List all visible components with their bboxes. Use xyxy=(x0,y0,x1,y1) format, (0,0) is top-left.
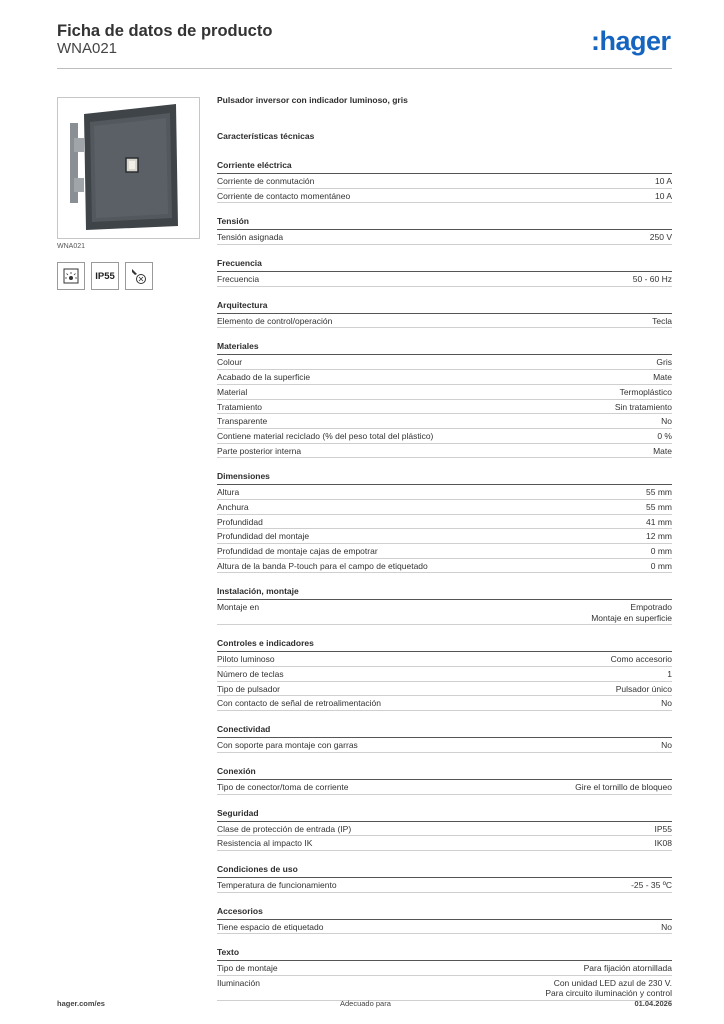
spec-value xyxy=(545,978,672,999)
spec-section xyxy=(217,160,672,203)
spec-value-line: Montaje en superficie xyxy=(591,612,672,623)
spec-row xyxy=(217,500,672,515)
spec-value xyxy=(620,387,672,398)
section-title: Tensión xyxy=(217,216,672,230)
spec-row xyxy=(217,515,672,530)
spec-value xyxy=(652,316,672,327)
spec-label: Tiene espacio de etiquetado xyxy=(217,921,324,932)
spec-value-line: Pulsador único xyxy=(615,683,672,694)
spec-value-line: 0 mm xyxy=(650,560,672,571)
spec-label: Corriente de contacto momentáneo xyxy=(217,190,351,201)
spec-value-line: No xyxy=(661,698,672,709)
spec-value xyxy=(646,517,672,528)
section-title: Accesorios xyxy=(217,906,672,920)
spec-row xyxy=(217,961,672,976)
spec-value xyxy=(653,446,672,457)
spec-section xyxy=(217,341,672,458)
section-title: Instalación, montaje xyxy=(217,586,672,600)
spec-section xyxy=(217,906,672,935)
section-title: Arquitectura xyxy=(217,300,672,314)
spec-value-line: Sin tratamiento xyxy=(614,401,672,412)
section-title: Dimensiones xyxy=(217,471,672,485)
spec-value xyxy=(655,824,673,835)
spec-row xyxy=(217,370,672,385)
spec-section xyxy=(217,766,672,795)
spec-label: Parte posterior interna xyxy=(217,445,302,456)
spec-value xyxy=(646,487,672,498)
spec-value-line: IP55 xyxy=(654,823,672,834)
spec-value xyxy=(633,274,672,285)
spec-label: Tipo de pulsador xyxy=(217,683,281,694)
spec-label: Anchura xyxy=(217,501,249,512)
spec-label: Transparente xyxy=(217,416,268,427)
spec-value-line: 55 mm xyxy=(646,501,672,512)
spec-value xyxy=(667,669,672,680)
spec-label: Con contacto de señal de retroalimentación xyxy=(217,698,381,709)
spec-value-line: 0 % xyxy=(657,430,672,441)
spec-label: Colour xyxy=(217,357,243,368)
spec-value-line: No xyxy=(661,740,672,751)
spec-value xyxy=(584,963,672,974)
section-title: Controles e indicadores xyxy=(217,638,672,652)
hager-logo: :hager xyxy=(591,26,671,56)
section-title: Seguridad xyxy=(217,808,672,822)
spec-sheet xyxy=(217,95,672,1014)
section-title: Corriente eléctrica xyxy=(217,160,672,174)
spec-label: Iluminación xyxy=(217,977,260,988)
spec-label: Altura de la banda P-touch para el campo de etiquetado xyxy=(217,560,428,571)
product-code: WNA021 xyxy=(57,40,118,57)
spec-row xyxy=(217,667,672,682)
spec-value xyxy=(661,740,672,751)
spec-value xyxy=(615,402,672,413)
footer-website: hager.com/es xyxy=(57,999,105,1008)
section-title: Conexión xyxy=(217,766,672,780)
certification-icons xyxy=(57,262,153,290)
spec-sections xyxy=(217,160,672,1001)
header-divider xyxy=(57,68,672,69)
impact-resistance-icon xyxy=(125,262,153,290)
spec-value-line: Gire el tornillo de bloqueo xyxy=(575,781,672,792)
spec-label: Profundidad del montaje xyxy=(217,531,310,542)
spec-row xyxy=(217,400,672,415)
spec-label: Corriente de conmutación xyxy=(217,176,315,186)
switch-illustration xyxy=(58,98,199,238)
spec-value-line: 50 - 60 Hz xyxy=(632,274,672,285)
image-caption: WNA021 xyxy=(57,243,86,250)
spec-value-line: Para fijación atornillada xyxy=(583,963,672,974)
spec-label: Resistencia al impacto IK xyxy=(217,838,313,849)
spec-row xyxy=(217,174,672,189)
spec-row xyxy=(217,836,672,851)
spec-row xyxy=(217,355,672,370)
spec-value xyxy=(655,191,672,202)
spec-label: Tipo de conector/toma de corriente xyxy=(217,781,349,792)
spec-value xyxy=(656,357,672,368)
spec-row xyxy=(217,559,672,574)
product-image xyxy=(57,97,200,239)
spec-row xyxy=(217,652,672,667)
spec-row xyxy=(217,444,672,459)
spec-section xyxy=(217,586,672,625)
spec-label: Clase de protección de entrada (IP) xyxy=(217,823,352,834)
spec-label: Frecuencia xyxy=(217,274,260,285)
spec-value xyxy=(646,531,672,542)
spec-row xyxy=(217,385,672,400)
spec-label: Tipo de montaje xyxy=(217,963,278,974)
spec-row xyxy=(217,696,672,711)
spec-section xyxy=(217,471,672,573)
spec-label: Profundidad xyxy=(217,516,263,527)
footer-date: 01.04.2026 xyxy=(634,999,672,1008)
spec-value xyxy=(575,782,672,793)
spec-section xyxy=(217,638,672,711)
spec-row xyxy=(217,544,672,559)
spec-value-line: No xyxy=(661,921,672,932)
spec-value xyxy=(661,698,672,709)
spec-section xyxy=(217,864,672,893)
spec-section xyxy=(217,947,672,1001)
spec-value xyxy=(616,684,672,695)
spec-value-line: No xyxy=(661,416,672,427)
spec-row xyxy=(217,682,672,697)
spec-value-line: 10 A xyxy=(654,176,672,186)
spec-value-line: Mate xyxy=(653,372,672,383)
spec-label: Altura xyxy=(217,487,240,498)
spec-value-line: IK08 xyxy=(654,838,672,849)
spec-value-line: 1 xyxy=(667,669,672,680)
spec-value xyxy=(661,416,672,427)
spec-value-line: Termoplástico xyxy=(619,386,672,397)
spec-section xyxy=(217,216,672,245)
spec-label: Temperatura de funcionamiento xyxy=(217,879,337,890)
footer-note: Adecuado para xyxy=(340,999,391,1008)
spec-row xyxy=(217,272,672,287)
spec-value-line: -25 - 35 ºC xyxy=(631,879,672,890)
product-description: Pulsador inversor con indicador luminoso, gris xyxy=(217,95,408,105)
spec-label: Número de teclas xyxy=(217,669,284,680)
spec-row xyxy=(217,414,672,429)
spec-value-line: Tecla xyxy=(652,315,672,326)
spec-value-line: 12 mm xyxy=(646,531,672,542)
spec-row xyxy=(217,485,672,500)
section-title: Frecuencia xyxy=(217,258,672,272)
spec-row xyxy=(217,878,672,893)
spec-label: Montaje en xyxy=(217,602,260,613)
spec-value xyxy=(611,654,672,665)
page-title: Ficha de datos de producto xyxy=(57,22,273,40)
technical-heading: Características técnicas xyxy=(217,131,315,141)
spec-value-line: 10 A xyxy=(654,190,672,201)
spec-row xyxy=(217,314,672,329)
spec-row xyxy=(217,189,672,204)
section-title: Conectividad xyxy=(217,724,672,738)
spec-row xyxy=(217,600,672,625)
spec-section xyxy=(217,258,672,287)
spec-row xyxy=(217,429,672,444)
spec-value xyxy=(650,232,672,243)
spec-value-line: Como accesorio xyxy=(610,654,672,665)
spec-value-line: Con unidad LED azul de 230 V. xyxy=(553,977,672,988)
spec-value-line: Empotrado xyxy=(630,602,672,613)
spec-label: Piloto luminoso xyxy=(217,654,275,665)
ip55-badge: IP55 xyxy=(91,262,119,290)
section-title: Texto xyxy=(217,947,672,961)
spec-value xyxy=(657,431,672,442)
spec-value-line: 250 V xyxy=(649,232,672,243)
spec-value xyxy=(653,372,672,383)
spec-row xyxy=(217,529,672,544)
spec-value xyxy=(651,561,672,572)
spec-value xyxy=(655,176,672,187)
spec-label: Acabado de la superficie xyxy=(217,372,311,383)
spec-row xyxy=(217,976,672,1001)
spec-value xyxy=(591,602,672,623)
spec-label: Tensión asignada xyxy=(217,232,284,243)
spec-row xyxy=(217,780,672,795)
spec-row xyxy=(217,738,672,753)
spec-section xyxy=(217,808,672,851)
spec-section xyxy=(217,300,672,329)
spec-value-line: 0 mm xyxy=(650,546,672,556)
spec-value-line: 41 mm xyxy=(646,516,672,527)
section-title: Condiciones de uso xyxy=(217,864,672,878)
spec-value xyxy=(651,546,672,557)
flush-mount-icon xyxy=(57,262,85,290)
spec-value xyxy=(646,502,672,513)
spec-value-line: 55 mm xyxy=(646,487,672,498)
section-title: Materiales xyxy=(217,341,672,355)
spec-value-line: Para circuito iluminación y control xyxy=(545,988,672,999)
spec-value-line: Mate xyxy=(653,445,672,456)
spec-label: Con soporte para montaje con garras xyxy=(217,740,358,751)
spec-row xyxy=(217,822,672,837)
spec-value xyxy=(631,880,672,891)
spec-row xyxy=(217,920,672,935)
spec-value-line: Gris xyxy=(656,357,672,368)
spec-value xyxy=(655,838,673,849)
spec-label: Contiene material reciclado (% del peso total del plástico) xyxy=(217,430,434,441)
spec-label: Material xyxy=(217,386,248,397)
spec-value xyxy=(661,922,672,933)
spec-label: Tratamiento xyxy=(217,401,263,412)
spec-row xyxy=(217,230,672,245)
spec-label: Elemento de control/operación xyxy=(217,315,333,326)
spec-label: Profundidad de montaje cajas de empotrar xyxy=(217,546,378,556)
spec-section xyxy=(217,724,672,753)
